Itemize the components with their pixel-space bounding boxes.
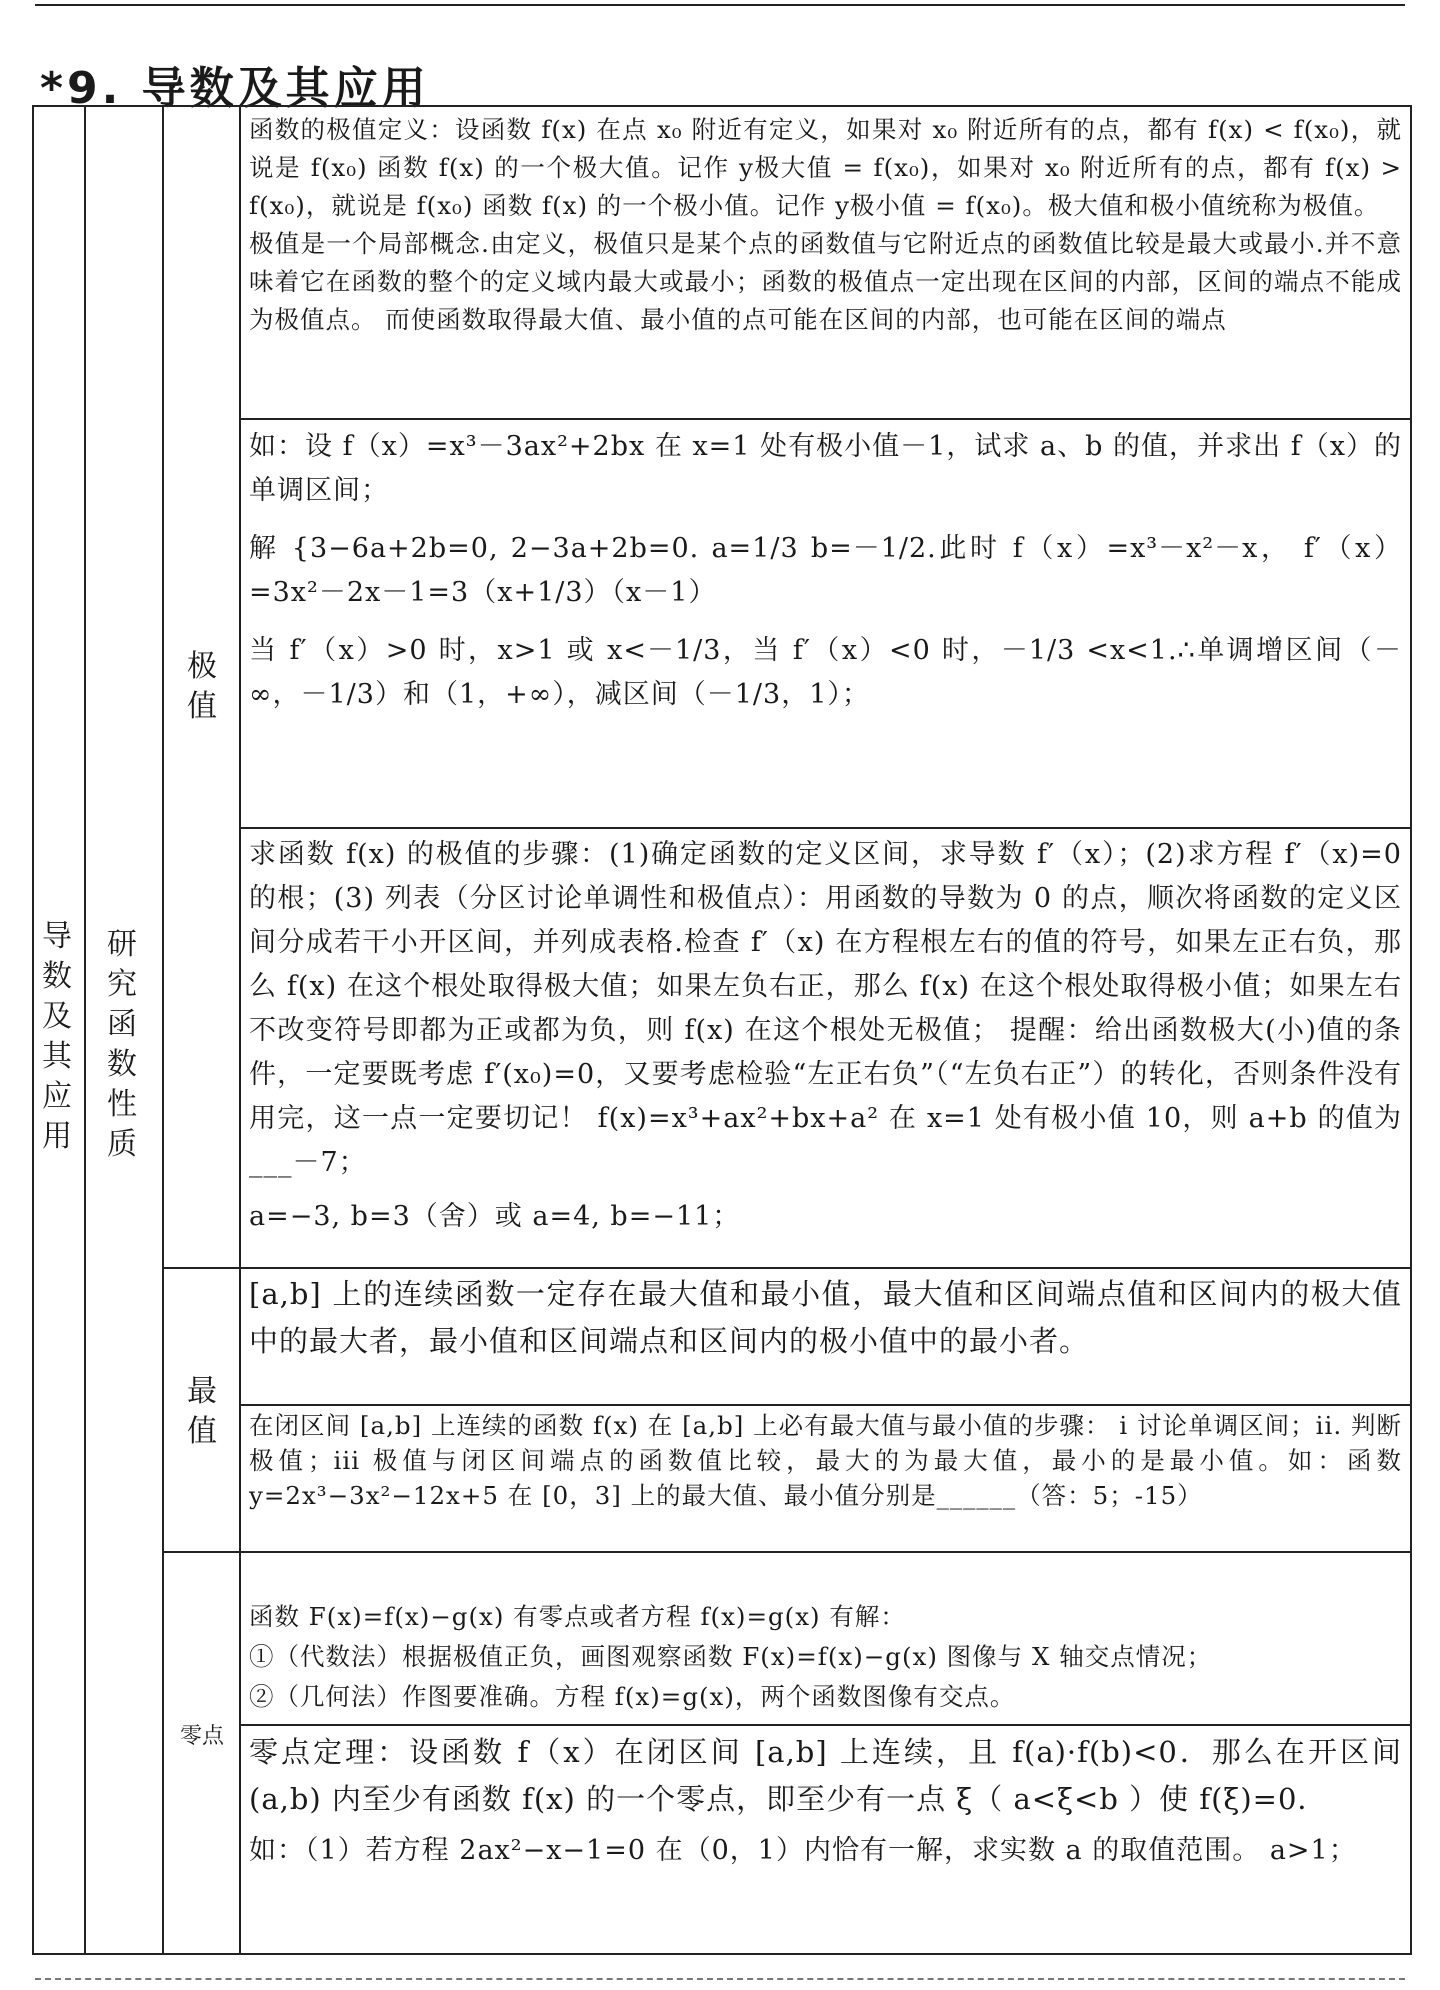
extremum-definition: 函数的极值定义：设函数 f(x) 在点 x₀ 附近有定义，如果对 x₀ 附近所有的点，都有 f(x) < f(x₀)，就说是 f(x₀) 函数 f(x) 的一个极大值。记作 y极大值 = f(x₀)，如果对 x₀ 附近所有的点，都有 f(x) > f(x₀)，就说是 f(x₀) 函数 f(x) 的一个极小值。记作 y极小值 = f(x₀)。极大值和极小值统称为极值。 xyxy=(249,115,1402,220)
extremum-concept: 极值是一个局部概念.由定义，极值只是某个点的函数值与它附近点的函数值比较是最大或最小.并不意味着它在函数的整个的定义域内最大或最小；函数的极值点一定出现在区间的内部，区间的端点不能成为极值点。 而使函数取得最大值、最小值的点可能在区间的内部，也可能在区间的端点 xyxy=(249,229,1402,334)
zero-theorem-block xyxy=(249,1729,1402,1873)
zero-methods: 函数 F(x)=f(x)−g(x) 有零点或者方程 f(x)=g(x) 有解： ①（代数法）根据极值正负，画图观察函数 F(x)=f(x)−g(x) 图像与 X 轴交点情况； ②（几何法）作图要准确。方程 f(x)=g(x)，两个函数图像有交点。 xyxy=(249,1602,1213,1711)
label-extremum: 极值 xyxy=(187,649,217,724)
column-divider-3 xyxy=(239,107,241,1953)
extremum-steps: 求函数 f(x) 的极值的步骤：(1)确定函数的定义区间，求导数 f′（x）；(2)求方程 f′（x)=0 的根；(3) 列表（分区讨论单调性和极值点）：用函数的导数为 0 的点，顺次将函数的定义区间分成若干小开区间，并列成表格.检查 f′（x) 在方程根左右的值的符号，如果左正右负，那么 f(x) 在这个根处取得极大值；如果左负右正，那么 f(x) 在这个根处取得极小值；如果左右不改变符号即都为正或都为负，则 f(x) 在这个根处无极值； 提醒：给出函数极大(小)值的条件，一定要既考虑 f′(x₀)=0，又要考虑检验“左正右负”（“左负右正”）的转化，否则条件没有用完，这一点一定要切记！ f(x)=x³+ax²+bx+a² 在 x=1 处有极小值 10，则 a+b 的值为___－7； xyxy=(249,839,1402,1178)
extremum-example-block xyxy=(249,425,1402,717)
extremum-definition-block xyxy=(249,111,1402,339)
example-solution-2: 当 f′（x）>0 时，x>1 或 x<－1/3，当 f′（x）<0 时，－1/3 <x<1.∴单调增区间（－∞，－1/3）和（1，+∞），减区间（－1/3，1）； xyxy=(249,635,1402,710)
label-derivative-applications: 导数及其应用 xyxy=(42,919,72,1154)
column-divider-2 xyxy=(162,107,164,1953)
example-question: 如：设 f（x）=x³－3ax²+2bx 在 x=1 处有极小值－1，试求 a、b 的值，并求出 f（x）的单调区间； xyxy=(249,431,1402,506)
zero-methods-block xyxy=(249,1557,1402,1757)
example-solution-1: 解 {3−6a+2b=0, 2−3a+2b=0. a=1/3 b=－1/2.此时 f（x）=x³－x²－x， f′（x）=3x²－2x－1=3（x+1/3）（x－1） xyxy=(249,533,1402,608)
label-max-min: 最值 xyxy=(187,1374,217,1449)
maxmin-statement-block xyxy=(249,1271,1402,1365)
row-divider xyxy=(162,1551,1410,1553)
zero-example: 如：（1）若方程 2ax²−x−1=0 在（0，1）内恰有一解，求实数 a 的取值范围。 a>1； xyxy=(249,1835,1357,1866)
row-divider xyxy=(239,827,1410,829)
maxmin-steps-block xyxy=(249,1408,1402,1513)
row-divider xyxy=(162,1267,1410,1269)
maxmin-statement: [a,b] 上的连续函数一定存在最大值和最小值，最大值和区间端点值和区间内的极大值中的最大者，最小值和区间端点和区间内的极小值中的最小者。 xyxy=(249,1277,1402,1358)
top-rule xyxy=(35,4,1405,6)
row-divider xyxy=(239,418,1410,420)
content-table xyxy=(32,105,1412,1955)
page-title: *9. 导数及其应用 xyxy=(40,63,430,114)
label-function-properties: 研究函数性质 xyxy=(107,927,137,1162)
maxmin-steps: 在闭区间 [a,b] 上连续的函数 f(x) 在 [a,b] 上必有最大值与最小值的步骤： i 讨论单调区间；ii. 判断极值；iii 极值与闭区间端点的函数值比较，最大的为最大值，最小的是最小值。如：函数 y=2x³−3x²−12x+5 在 [0，3] 上的最大值、最小值分别是______（答：5；-15） xyxy=(249,1411,1402,1510)
extremum-steps-block xyxy=(249,833,1402,1239)
row-divider xyxy=(239,1404,1410,1406)
label-zero-point: 零点 xyxy=(179,1724,224,1749)
extremum-steps-answer: a=−3, b=3（舍）或 a=4, b=−11； xyxy=(249,1201,741,1232)
bottom-rule xyxy=(35,1978,1405,1980)
zero-theorem: 零点定理：设函数 f（x）在闭区间 [a,b] 上连续，且 f(a)·f(b)<0．那么在开区间 (a,b) 内至少有函数 f(x) 的一个零点，即至少有一点 ξ（ a<ξ<b ）使 f(ξ)=0． xyxy=(249,1735,1402,1816)
